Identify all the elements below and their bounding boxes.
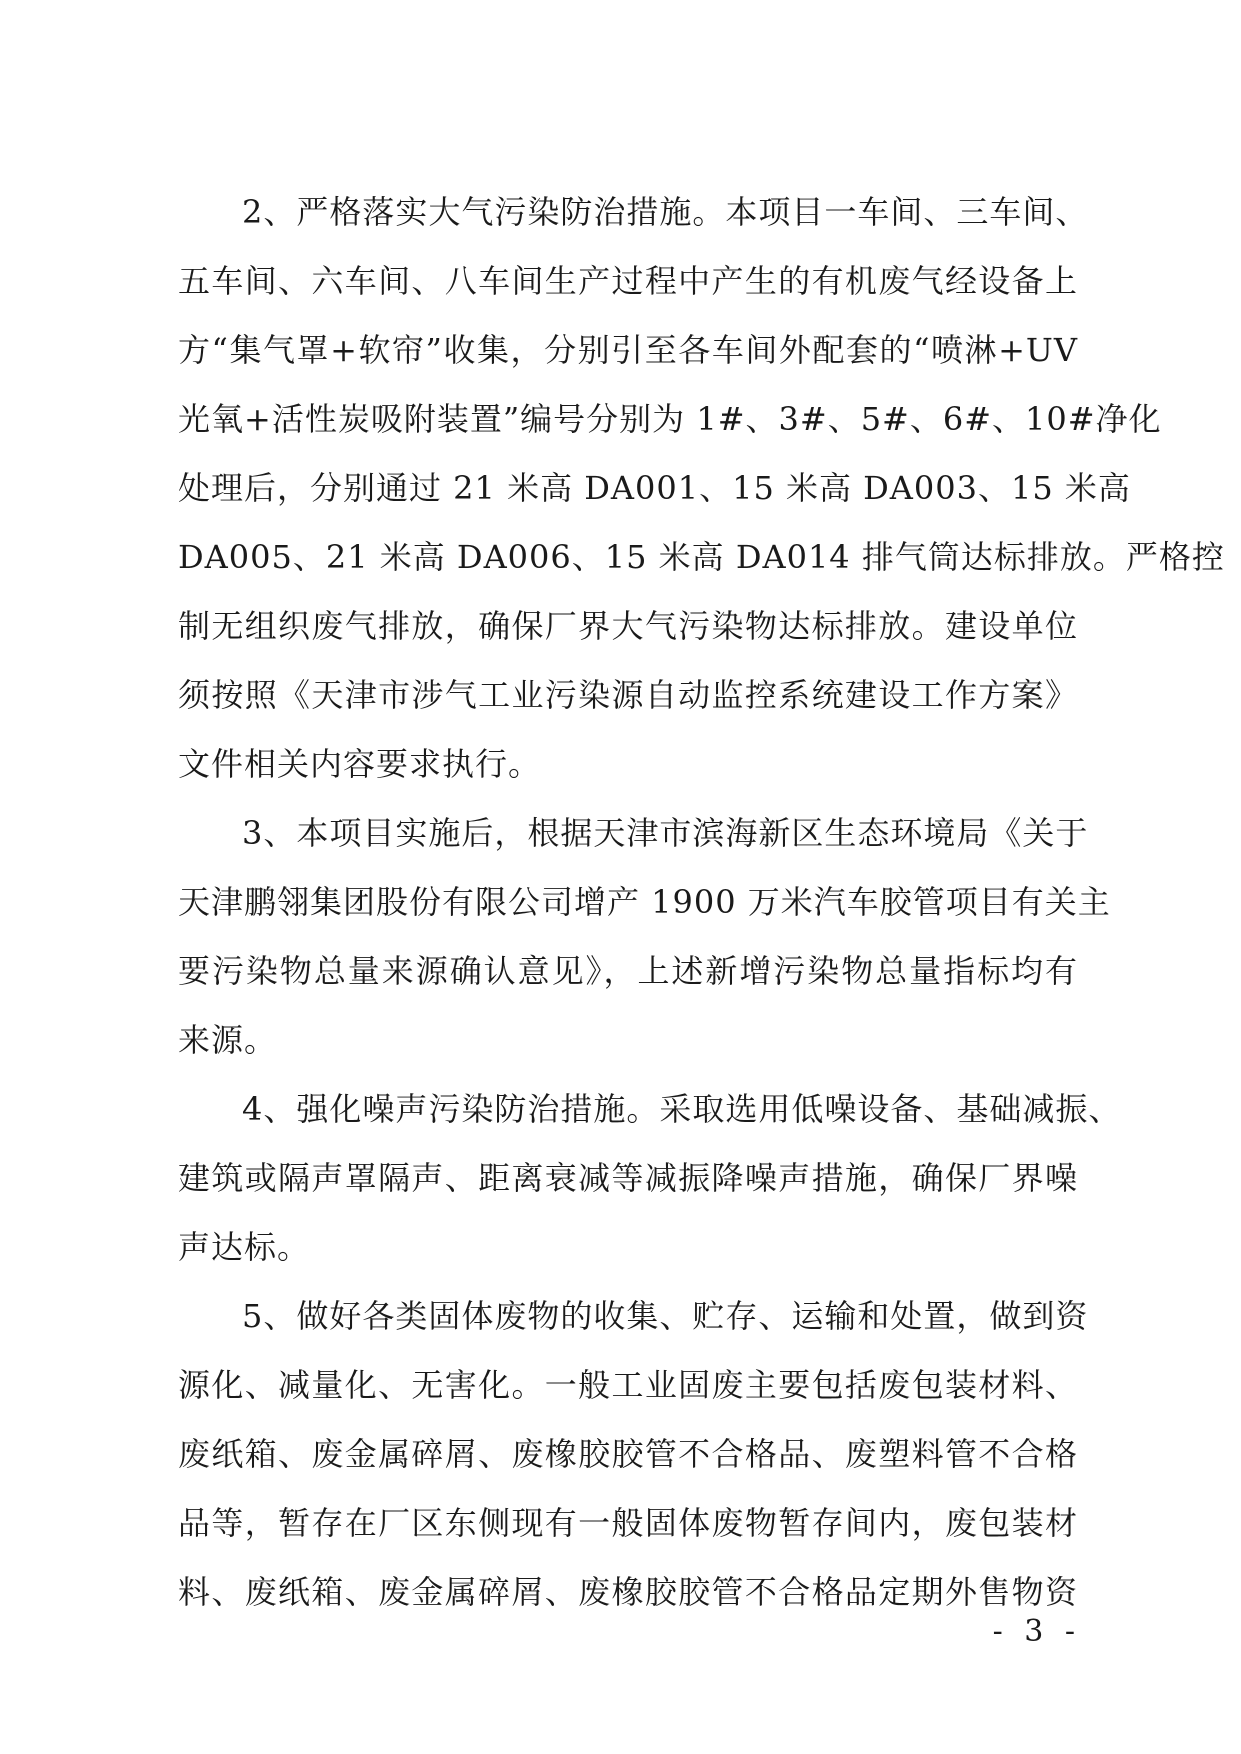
text-line: 2、严格落实大气污染防治措施。本项目一车间、三车间、 — [242, 193, 1089, 231]
paragraph-3 — [178, 799, 1111, 1075]
text-line: 3、本项目实施后，根据天津市滨海新区生态环境局《关于 — [242, 814, 1089, 852]
text-line: 五车间、六车间、八车间生产过程中产生的有机废气经设备上 — [178, 262, 1078, 300]
text-line: 源化、减量化、无害化。一般工业固废主要包括废包装材料、 — [178, 1366, 1078, 1404]
text-line: 文件相关内容要求执行。 — [178, 745, 542, 783]
text-line: 天津鹏翎集团股份有限公司增产 1900 万米汽车胶管项目有关主 — [178, 883, 1111, 921]
page-number: - 3 - — [992, 1614, 1081, 1649]
paragraph-4 — [178, 1075, 1122, 1282]
text-line: 5、做好各类固体废物的收集、贮存、运输和处置，做到资 — [242, 1297, 1089, 1335]
body-text — [178, 178, 1225, 1627]
text-line: 废纸箱、废金属碎屑、废橡胶胶管不合格品、废塑料管不合格 — [178, 1435, 1078, 1473]
paragraph-2 — [178, 178, 1225, 799]
text-line: 品等，暂存在厂区东侧现有一般固体废物暂存间内，废包装材 — [178, 1504, 1078, 1542]
text-line: 建筑或隔声罩隔声、距离衰减等减振降噪声措施，确保厂界噪 — [178, 1159, 1078, 1197]
text-line: 来源。 — [178, 1021, 278, 1059]
text-line: 4、强化噪声污染防治措施。采取选用低噪设备、基础减振、 — [242, 1090, 1122, 1128]
text-line: 光氧+活性炭吸附装置”编号分别为 1#、3#、5#、6#、10#净化 — [178, 400, 1162, 438]
text-line: 制无组织废气排放，确保厂界大气污染物达标排放。建设单位 — [178, 607, 1078, 645]
text-line: 处理后，分别通过 21 米高 DA001、15 米高 DA003、15 米高 — [178, 469, 1131, 507]
paragraph-5 — [178, 1282, 1089, 1627]
text-line: DA005、21 米高 DA006、15 米高 DA014 排气筒达标排放。严格控 — [178, 538, 1225, 576]
text-line: 要污染物总量来源确认意见》，上述新增污染物总量指标均有 — [178, 952, 1078, 990]
text-line: 声达标。 — [178, 1228, 311, 1266]
text-line: 须按照《天津市涉气工业污染源自动监控系统建设工作方案》 — [178, 676, 1078, 714]
text-line: 料、废纸箱、废金属碎屑、废橡胶胶管不合格品定期外售物资 — [178, 1573, 1078, 1611]
text-line: 方“集气罩+软帘”收集，分别引至各车间外配套的“喷淋+UV — [178, 331, 1078, 369]
